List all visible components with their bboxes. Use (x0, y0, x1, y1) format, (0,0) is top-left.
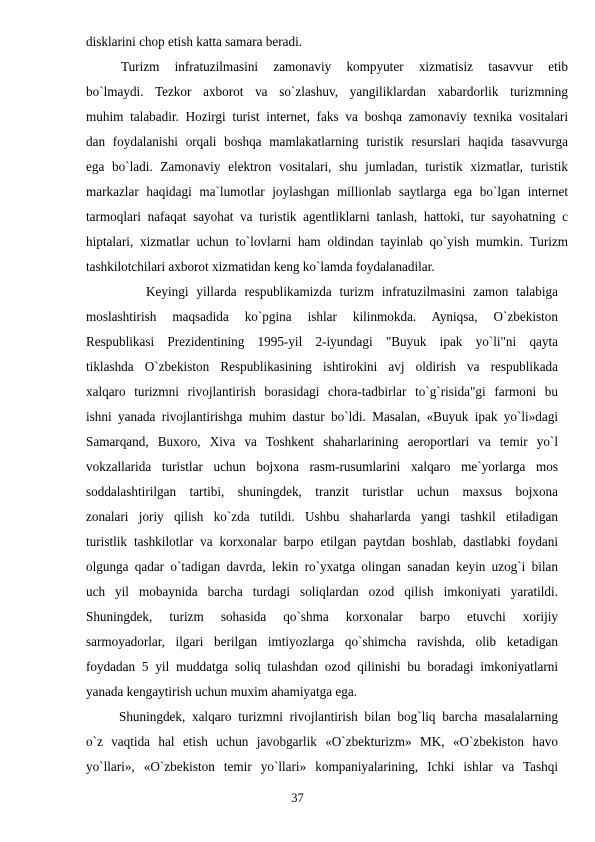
text-line: o`z vaqtida hal etish uchun javobgarlik «O`zbekturizm» MK, «O`zbekiston havo (86, 734, 558, 749)
text-line: soddalashtirilgan tartibi, shuningdek, tranzit turistlar uchun maxsus bojxona (86, 484, 558, 499)
text-line: dan foydalanishi orqali boshqa mamlakatlarning turistik resurslari haqida tasavvurga (86, 134, 568, 149)
text-line: Samarqand, Buxoro, Xiva va Toshkent shaharlarining aeroportlari va temir yo`l (86, 434, 558, 449)
text-line: uch yil mobaynida barcha turdagi soliqlardan ozod qilish imkoniyati yaratildi. (86, 584, 558, 599)
page-number: 37 (291, 791, 304, 805)
text-line: muhim talabadir. Hozirgi turist internet, faks va boshqa zamonaviy texnika vositalari (86, 109, 568, 124)
text-line: markazlar haqidagi ma`lumotlar joylashgan millionlab saytlarga ega bo`lgan internet (86, 184, 568, 199)
text-line: zonalari joriy qilish ko`zda tutildi. Ushbu shaharlarda yangi tashkil etiladigan (86, 509, 558, 524)
text-line: tashkilotchilari axborot xizmatidan keng ko`lamda foydalanadilar. (86, 259, 435, 274)
text-line: olgunga qadar o`tadigan davrda, lekin ro`yxatga olingan sanadan keyin uzog`i bilan (86, 559, 558, 574)
text-line: ishni yanada rivojlantirishga muhim dastur bo`ldi. Masalan, «Buyuk ipak yo`li»dagi (86, 409, 558, 424)
text-line: yo`llari», «O`zbekiston temir yo`llari» kompaniyalarining, Ichki ishlar va Tashqi (86, 759, 558, 774)
text-line: bo`lmaydi. Tezkor axborot va so`zlashuv, yangiliklardan xabardorlik turizmning (86, 84, 568, 99)
text-line: hiptalari, xizmatlar uchun to`lovlarni ham oldindan tayinlab qo`yish mumkin. Turizm (86, 234, 568, 249)
text-line: foydadan 5 yil muddatga soliq tulashdan ozod qilinishi bu boradagi imkoniyatlarni (86, 659, 558, 674)
text-line: Respublikasi Prezidentining 1995-yil 2-iyundagi "Buyuk ipak yo`li"ni qayta (86, 334, 558, 349)
text-line: Keyingi yillarda respublikamizda turizm infratuzilmasini zamon talabiga (146, 284, 558, 299)
text-line: Shuningdek, turizm sohasida qo`shma korxonalar barpo etuvchi xorijiy (86, 609, 558, 624)
text-line: ega bo`ladi. Zamonaviy elektron vositalari, shu jumladan, turistik xizmatlar, turistik (86, 159, 568, 174)
text-line: Shuningdek, xalqaro turizmni rivojlantirish bilan bog`liq barcha masalalarning (119, 709, 558, 724)
text-line: vokzallarida turistlar uchun bojxona rasm-rusumlarini xalqaro me`yorlarga mos (86, 459, 558, 474)
text-line: xalqaro turizmni rivojlantirish borasidagi chora-tadbirlar to`g`risida"gi farmoni bu (86, 384, 558, 399)
text-line: tarmoqlari nafaqat sayohat va turistik agentliklarni tanlash, hattoki, tur sayohatning c (86, 209, 568, 224)
text-line: disklarini chop etish katta samara beradi. (86, 34, 303, 49)
text-line: sarmoyadorlar, ilgari berilgan imtiyozlarga qo`shimcha ravishda, olib ketadigan (86, 634, 558, 649)
text-line: tiklashda O`zbekiston Respublikasining ishtirokini avj oldirish va respublikada (86, 359, 558, 374)
text-line: moslashtirish maqsadida ko`pgina ishlar kilinmokda. Ayniqsa, O`zbekiston (86, 309, 558, 324)
text-line: yanada kengaytirish uchun muxim ahamiyatga ega. (86, 684, 357, 699)
text-line: Turizm infratuzilmasini zamonaviy kompyuter xizmatisiz tasavvur etib (121, 59, 568, 74)
text-line: turistlik tashkilotlar va korxonalar barpo etilgan paytdan boshlab, dastlabki foydani (86, 534, 558, 549)
